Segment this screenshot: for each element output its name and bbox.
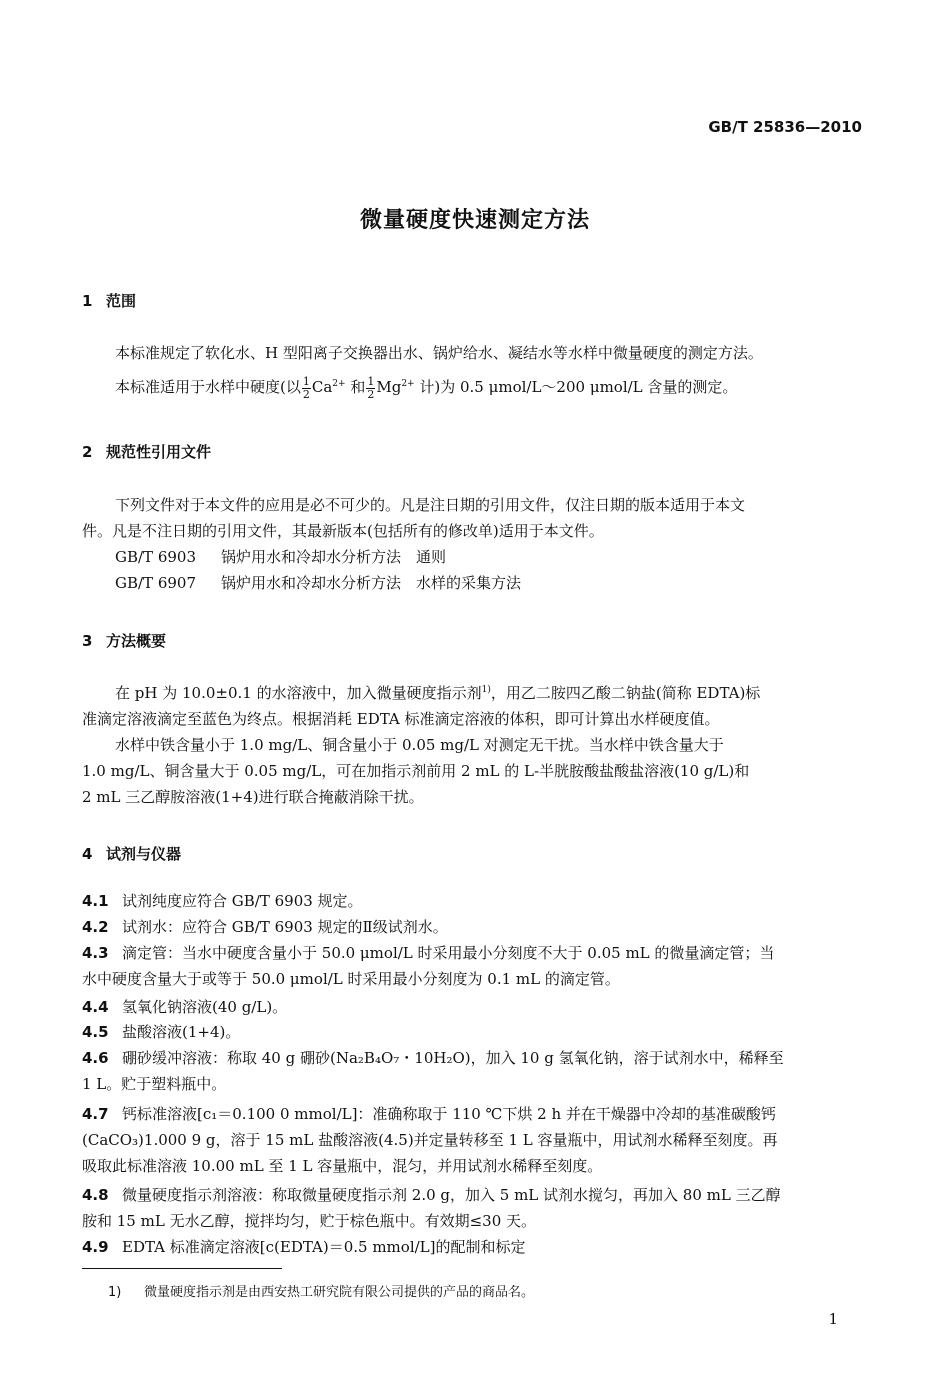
calcium-charge: 2+ bbox=[332, 379, 346, 389]
fraction-half: $\frac{1}{2}$ bbox=[302, 374, 310, 401]
reagent-item-4-8-cont: 胺和 15 mL 无水乙醇，搅拌均匀，贮于棕色瓶中。有效期≤30 天。 bbox=[82, 1212, 537, 1230]
document-title: 微量硬度快速测定方法 bbox=[359, 208, 590, 233]
item-number: 4.6 bbox=[82, 1049, 109, 1067]
reagent-item-4-8 bbox=[82, 1185, 862, 1205]
reagent-item-4-4 bbox=[82, 997, 862, 1017]
reagent-item-4-3 bbox=[82, 943, 862, 963]
footnote-mark: 1) bbox=[108, 1285, 122, 1300]
item-text: 氢氧化钠溶液(40 g/L)。 bbox=[122, 998, 288, 1016]
calcium-symbol: Ca bbox=[311, 378, 333, 396]
item-text: EDTA 标准滴定溶液[c(EDTA)＝0.5 mmol/L]的配制和标定 bbox=[122, 1238, 526, 1256]
method-line-3: 水样中铁含量小于 1.0 mg/L、铜含量小于 0.05 mg/L 对测定无干扰。当水样中铁含量大于 bbox=[115, 736, 724, 754]
reagent-item-4-7-cont: 吸取此标准溶液 10.00 mL 至 1 L 容量瓶中，混匀，并用试剂水稀释至刻度。 bbox=[82, 1157, 603, 1175]
item-text: 钙标准溶液[c₁＝0.100 0 mmol/L]：准确称取于 110 ℃下烘 2 h 并在干燥器中冷却的基准碳酸钙 bbox=[122, 1105, 776, 1123]
section-title: 规范性引用文件 bbox=[106, 443, 212, 461]
magnesium-symbol: Mg bbox=[376, 378, 402, 396]
reagent-item-4-6 bbox=[82, 1048, 862, 1068]
section-heading-reagents bbox=[82, 843, 181, 864]
reagent-item-4-7 bbox=[82, 1104, 862, 1124]
item-number: 4.5 bbox=[82, 1023, 109, 1041]
section-title: 试剂与仪器 bbox=[106, 845, 182, 863]
reagent-item-4-5 bbox=[82, 1022, 862, 1042]
references-intro-line-1: 下列文件对于本文件的应用是必不可少的。凡是注日期的引用文件，仅注日期的版本适用于本文 bbox=[115, 496, 746, 514]
reference-item bbox=[115, 573, 863, 593]
references-intro-line-2: 件。凡是不注日期的引用文件，其最新版本(包括所有的修改单)适用于本文件。 bbox=[82, 522, 604, 540]
method-line-4: 1.0 mg/L、铜含量大于 0.05 mg/L，可在加指示剂前用 2 mL 的 L-半胱胺酸盐酸盐溶液(10 g/L)和 bbox=[82, 762, 750, 780]
section-title: 方法概要 bbox=[106, 632, 167, 650]
item-number: 4.2 bbox=[82, 918, 109, 936]
footnote-divider bbox=[82, 1268, 282, 1269]
reference-code: GB/T 6907 bbox=[115, 574, 197, 592]
section-number: 3 bbox=[82, 632, 93, 650]
page-number: 1 bbox=[828, 1310, 838, 1328]
scope-text-b: 计)为 0.5 μmol/L～200 μmol/L 含量的测定。 bbox=[414, 378, 738, 396]
section-number: 4 bbox=[82, 845, 93, 863]
item-number: 4.1 bbox=[82, 892, 109, 910]
scope-text-a: 本标准适用于水样中硬度(以 bbox=[115, 378, 301, 396]
reference-code: GB/T 6903 bbox=[115, 548, 197, 566]
and-text: 和 bbox=[345, 378, 366, 396]
method-line-2: 准滴定溶液滴定至蓝色为终点。根据消耗 EDTA 标准滴定溶液的体积，即可计算出水样硬度值。 bbox=[82, 710, 720, 728]
reagent-item-4-3-cont: 水中硬度含量大于或等于 50.0 μmol/L 时采用最小分刻度为 0.1 mL 的滴定管。 bbox=[82, 970, 620, 988]
item-text: 试剂水：应符合 GB/T 6903 规定的Ⅱ级试剂水。 bbox=[122, 918, 448, 936]
reagent-item-4-9 bbox=[82, 1237, 862, 1257]
magnesium-charge: 2+ bbox=[401, 379, 415, 389]
method-line-1 bbox=[115, 683, 863, 703]
section-number: 1 bbox=[82, 292, 93, 310]
item-number: 4.7 bbox=[82, 1105, 109, 1123]
item-text: 试剂纯度应符合 GB/T 6903 规定。 bbox=[122, 892, 363, 910]
footnote-text: 微量硬度指示剂是由西安热工研究院有限公司提供的产品的商品名。 bbox=[144, 1285, 535, 1300]
section-number: 2 bbox=[82, 443, 93, 461]
section-heading-references bbox=[82, 441, 211, 462]
section-title: 范围 bbox=[106, 292, 137, 310]
footnote bbox=[108, 1281, 534, 1300]
reagent-item-4-6-cont: 1 L。贮于塑料瓶中。 bbox=[82, 1075, 227, 1093]
fraction-half: $\frac{1}{2}$ bbox=[367, 374, 375, 401]
reagent-item-4-2 bbox=[82, 917, 862, 937]
section-heading-scope bbox=[82, 290, 136, 311]
item-text: 盐酸溶液(1+4)。 bbox=[122, 1023, 241, 1041]
section-heading-method bbox=[82, 630, 166, 651]
scope-paragraph-1: 本标准规定了软化水、H 型阳离子交换器出水、锅炉给水、凝结水等水样中微量硬度的测定方法。 bbox=[115, 344, 763, 362]
reference-item bbox=[115, 547, 863, 567]
reagent-item-4-1 bbox=[82, 891, 862, 911]
footnote-ref: 1) bbox=[481, 685, 491, 695]
item-text: 微量硬度指示剂溶液：称取微量硬度指示剂 2.0 g，加入 5 mL 试剂水搅匀，再加入 80 mL 三乙醇 bbox=[122, 1186, 781, 1204]
item-number: 4.4 bbox=[82, 998, 109, 1016]
item-number: 4.9 bbox=[82, 1238, 109, 1256]
item-number: 4.3 bbox=[82, 944, 109, 962]
item-text: 滴定管：当水中硬度含量小于 50.0 μmol/L 时采用最小分刻度不大于 0.05 mL 的微量滴定管；当 bbox=[122, 944, 775, 962]
method-line-5: 2 mL 三乙醇胺溶液(1+4)进行联合掩蔽消除干扰。 bbox=[82, 788, 424, 806]
scope-paragraph-2 bbox=[115, 374, 863, 401]
method-text: ，用乙二胺四乙酸二钠盐(简称 EDTA)标 bbox=[490, 684, 761, 702]
reagent-item-4-7-cont: (CaCO₃)1.000 9 g，溶于 15 mL 盐酸溶液(4.5)并定量转移至 1 L 容量瓶中，用试剂水稀释至刻度。再 bbox=[82, 1131, 778, 1149]
standard-code: GB/T 25836—2010 bbox=[708, 118, 862, 136]
reference-title: 锅炉用水和冷却水分析方法 水样的采集方法 bbox=[221, 574, 522, 592]
method-text: 在 pH 为 10.0±0.1 的水溶液中，加入微量硬度指示剂 bbox=[115, 684, 482, 702]
reference-title: 锅炉用水和冷却水分析方法 通则 bbox=[221, 548, 447, 566]
item-text: 硼砂缓冲溶液：称取 40 g 硼砂(Na₂B₄O₇・10H₂O)，加入 10 g 氢氧化钠，溶于试剂水中，稀释至 bbox=[122, 1049, 784, 1067]
item-number: 4.8 bbox=[82, 1186, 109, 1204]
